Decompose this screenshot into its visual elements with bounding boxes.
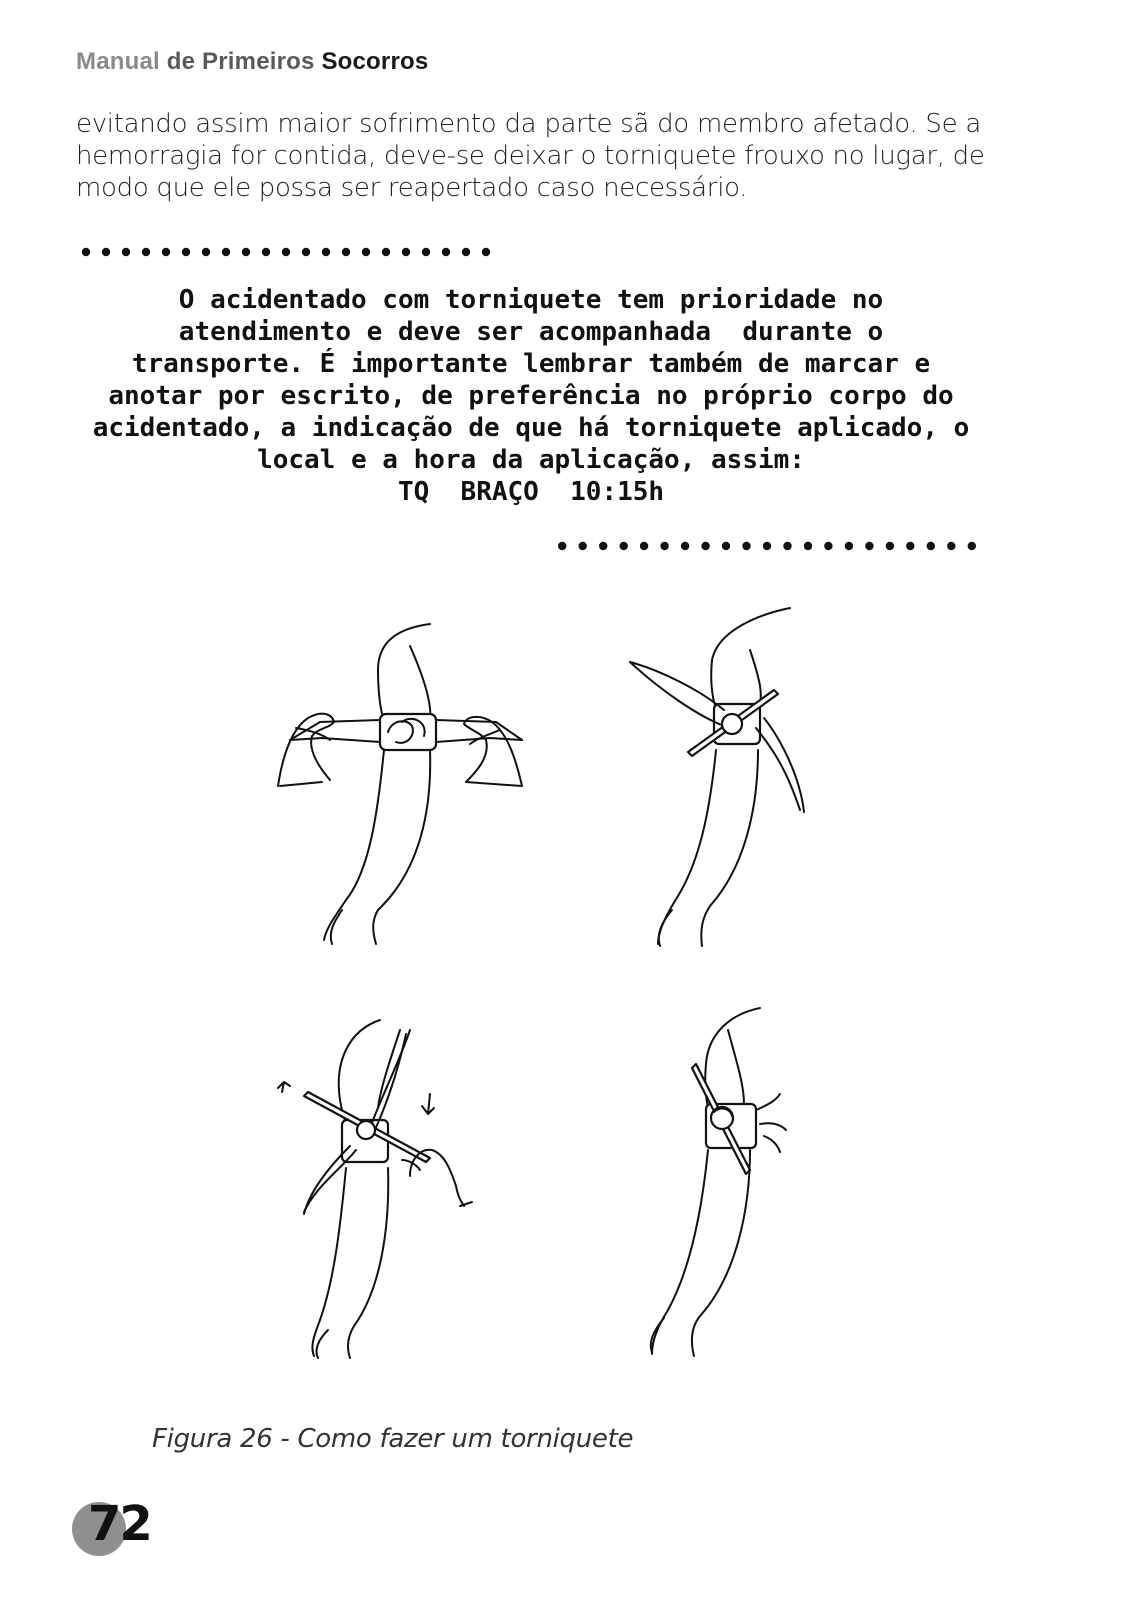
divider-dot [804,542,812,550]
header-word-de-primeiros: de Primeiros [166,48,315,75]
divider-dot [102,248,110,256]
divider-dot [322,248,330,256]
divider-dot [681,542,689,550]
header-word-manual: Manual [76,48,160,75]
divider-dot [82,248,90,256]
divider-dot [824,542,832,550]
divider-dot [701,542,709,550]
divider-dot [620,542,628,550]
divider-dot [558,542,566,550]
divider-dot [927,542,935,550]
divider-dot [660,542,668,550]
callout-line-3: transporte. É importante lembrar também de marcar e [131,349,931,379]
secure-stick-illustration [560,1000,860,1380]
body-line-1: evitando assim maior sofrimento da parte sã do membro afetado. Se a [76,109,981,139]
divider-dot [579,542,587,550]
tie-knot-illustration [260,610,560,990]
divider-dot [382,248,390,256]
divider-dot [599,542,607,550]
divider-dot [482,248,490,256]
divider-dot [742,542,750,550]
divider-dot [783,542,791,550]
divider-dot [262,248,270,256]
divider-dot [162,248,170,256]
dotted-divider-top [76,246,496,258]
divider-dot [282,248,290,256]
tourniquet-callout [76,284,986,508]
twist-stick-illustration [260,1000,560,1380]
divider-dot [142,248,150,256]
divider-dot [947,542,955,550]
running-header [76,48,428,76]
divider-dot [402,248,410,256]
divider-dot [342,248,350,256]
callout-line-1: O acidentado com torniquete tem prioridade no [178,285,884,315]
divider-dot [845,542,853,550]
header-word-socorros: Socorros [321,48,429,75]
insert-stick-illustration [560,600,860,980]
divider-dot [462,248,470,256]
body-line-2: hemorragia for contida, deve-se deixar o torniquete frouxo no lugar, de [76,141,985,171]
divider-dot [968,542,976,550]
divider-dot [865,542,873,550]
divider-dot [886,542,894,550]
divider-dot [442,248,450,256]
divider-dot [640,542,648,550]
divider-dot [362,248,370,256]
callout-line-5: acidentado, a indicação de que há torniquete aplicado, o [92,413,970,443]
divider-dot [906,542,914,550]
figure-caption: Figura 26 - Como fazer um torniquete [152,1424,634,1454]
body-paragraph [76,108,985,204]
divider-dot [202,248,210,256]
body-line-3: modo que ele possa ser reapertado caso necessário. [76,173,748,203]
divider-dot [302,248,310,256]
divider-dot [422,248,430,256]
divider-dot [722,542,730,550]
divider-dot [222,248,230,256]
callout-line-4: anotar por escrito, de preferência no próprio corpo do [108,381,954,411]
callout-line-6: local e a hora da aplicação, assim: [257,445,805,475]
page-number: 72 [88,1496,151,1552]
divider-dot [182,248,190,256]
divider-dot [763,542,771,550]
tourniquet-figure [240,600,860,1390]
divider-dot [122,248,130,256]
callout-line-2: atendimento e deve ser acompanhada durante o [178,317,884,347]
callout-label-example: TQ BRAÇO 10:15h [397,477,665,507]
divider-dot [242,248,250,256]
dotted-divider-bottom [552,540,982,552]
